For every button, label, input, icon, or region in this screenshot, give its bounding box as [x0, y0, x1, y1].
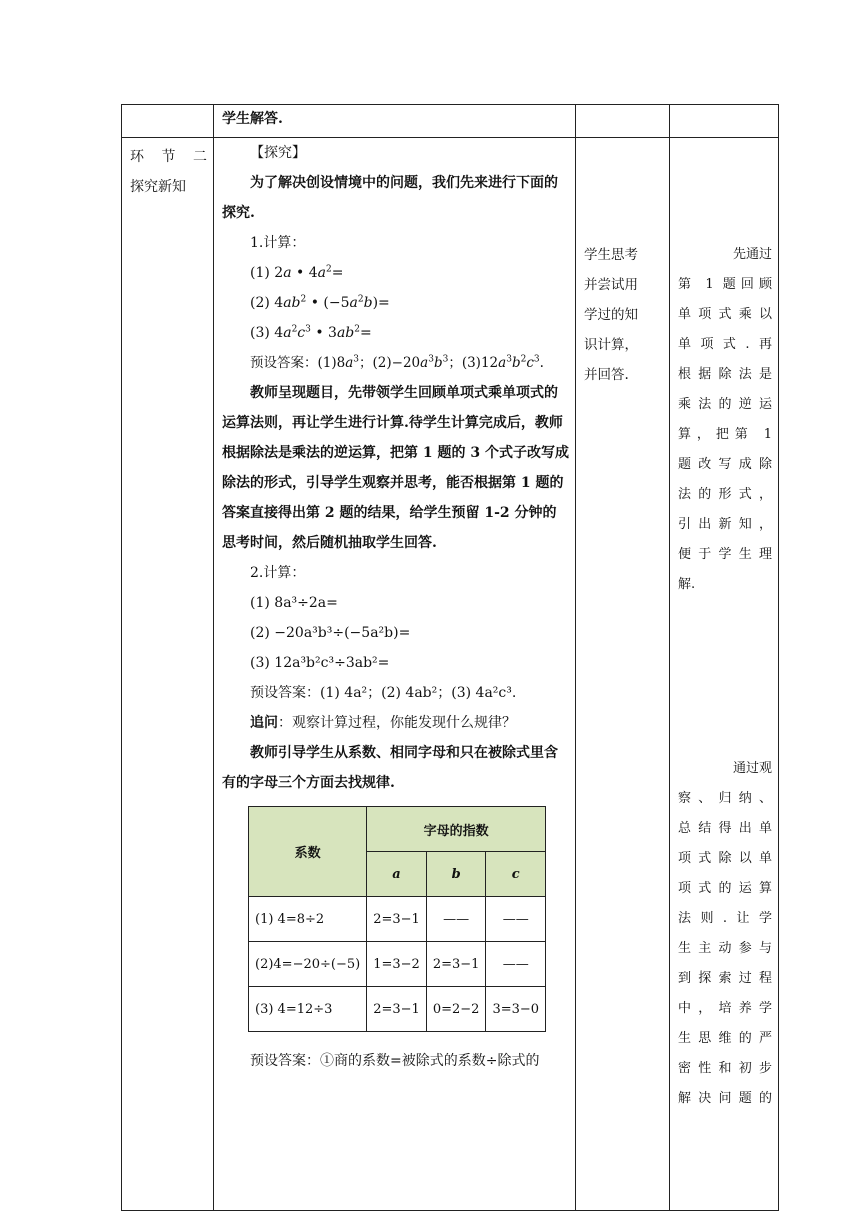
intent-line: 法的形式， — [678, 487, 772, 502]
intent-line: 根据除法是 — [678, 367, 772, 382]
intent-line: 总结得出单 — [678, 821, 772, 836]
table-cell: (2)4=−20÷(−5) — [249, 942, 367, 987]
table-cell: 0=2−2 — [426, 987, 486, 1032]
header-exponent: 字母的指数 — [367, 807, 546, 852]
intent-line: 法则.让学 — [678, 911, 772, 926]
intent-line: 中，培养学 — [678, 1001, 772, 1016]
student-activity-line: 识计算， — [584, 337, 638, 353]
table-cell: 3=3−0 — [486, 987, 546, 1032]
intent-line: 项式除以单 — [678, 851, 772, 866]
table-row — [122, 105, 779, 138]
intent-line: 算，把第 1 — [678, 427, 772, 442]
stage-cell — [122, 105, 214, 138]
table-cell: —— — [486, 942, 546, 987]
header-letter: b — [426, 852, 486, 897]
question2-item: (3) 12a³b²c³÷3ab²= — [250, 655, 390, 671]
teacher-instruction-paragraph: 教师呈现题目，先带领学生回顾单项式乘单项式的运算法则，再让学生进行计算.待学生计算完成后，教师根据除法是乘法的逆运算，把第 1 题的 3 个式子改写成除法的形式，引导学生观察并思考，能否根据第 1 题的答案直接得出第 2 题的结果，给学生预留 1-2 分钟的思考时间，然后随机抽取学生回答. — [222, 385, 569, 551]
table-cell: (3) 4=12÷3 — [249, 987, 367, 1032]
intent-line: 到探索过程 — [678, 971, 772, 986]
pattern-table — [248, 806, 546, 1032]
question2-answer: 预设答案：(1) 4a²；(2) 4ab²；(3) 4a²c³. — [250, 685, 517, 701]
student-activity-cell — [576, 138, 670, 1211]
intent-line: 乘法的逆运 — [678, 397, 772, 412]
intro-text: 为了解决创设情境中的问题，我们先来进行下面的探究. — [222, 175, 558, 221]
intent-cell — [670, 105, 779, 138]
table-row — [122, 138, 779, 1211]
intent-block — [678, 240, 772, 600]
table-row — [249, 942, 546, 987]
intent-line: 察、归纳、 — [678, 791, 772, 806]
student-cell — [576, 105, 670, 138]
intent-line: 解. — [678, 577, 696, 592]
stage-label-cell — [122, 138, 214, 1211]
question1-item: (3) $4a^2c^3$ • $3ab^2=$ — [250, 324, 372, 341]
question1-title: 1.计算： — [250, 235, 306, 251]
intent-line: 第 1 题回顾 — [678, 277, 772, 292]
intent-line: 密性和初步 — [678, 1061, 772, 1076]
question2-item: (1) 8a³÷2a= — [250, 595, 338, 611]
table-cell: (1) 4=8÷2 — [249, 897, 367, 942]
intent-line: 生主动参与 — [678, 941, 772, 956]
table-cell: 1=3−2 — [367, 942, 427, 987]
intent-line: 生思维的严 — [678, 1031, 772, 1046]
teacher-guidance-paragraph: 教师引导学生从系数、相同字母和只在被除式里含有的字母三个方面去找规律. — [222, 745, 558, 791]
student-activity-line: 并回答. — [584, 367, 629, 383]
intent-line: 题改写成除 — [678, 457, 772, 472]
table-row — [249, 897, 546, 942]
followup-question: 追问：观察计算过程，你能发现什么规律？ — [250, 715, 516, 731]
stage-label-line: 探究新知 — [130, 179, 186, 195]
header-letter: a — [367, 852, 427, 897]
intent-line: 单项式.再 — [678, 337, 772, 352]
intent-block — [678, 754, 772, 1114]
question1-item: (1) 2a • $4a^2=$ — [250, 264, 344, 281]
section-heading: 【探究】 — [250, 145, 306, 161]
table-cell: 2=3−1 — [367, 987, 427, 1032]
question2-item: (2) −20a³b³÷(−5a²b)= — [250, 625, 411, 641]
question1-item: (2) $4ab^2$ • $(-5a^2b)=$ — [250, 294, 390, 311]
design-intent-cell — [670, 138, 779, 1211]
table-cell: 2=3−1 — [367, 897, 427, 942]
question1-answer: 预设答案：$(1)8a^3$；$(2)-20a^3b^3$；$(3)12a^3b^2c^3$. — [250, 354, 544, 371]
activity-cell — [214, 105, 576, 138]
intent-line: 项式的运算 — [678, 881, 772, 896]
student-activity-line: 学生思考 — [584, 247, 638, 263]
table-cell: —— — [426, 897, 486, 942]
activity-cell — [214, 138, 576, 1211]
student-activity-line: 并尝试用 — [584, 277, 638, 293]
intent-line: 便于学生理 — [678, 547, 772, 562]
table-row — [249, 987, 546, 1032]
header-letter: c — [486, 852, 546, 897]
student-activity-line: 学过的知 — [584, 307, 638, 323]
intent-line: 引出新知， — [678, 517, 772, 532]
final-answer-text: 预设答案：①商的系数=被除式的系数÷除式的 — [250, 1053, 540, 1069]
student-answer-text: 学生解答. — [222, 111, 283, 127]
intent-line: 解决问题的 — [678, 1091, 772, 1106]
table-cell: —— — [486, 897, 546, 942]
intent-line: 通过观 — [732, 761, 772, 776]
question2-title: 2.计算： — [250, 565, 306, 581]
stage-label-line: 环 节 二 — [130, 149, 207, 165]
header-coefficient: 系数 — [249, 807, 367, 897]
intent-line: 单项式乘以 — [678, 307, 772, 322]
lesson-plan-table — [121, 104, 779, 1211]
table-cell: 2=3−1 — [426, 942, 486, 987]
intent-line: 先通过 — [732, 247, 772, 262]
